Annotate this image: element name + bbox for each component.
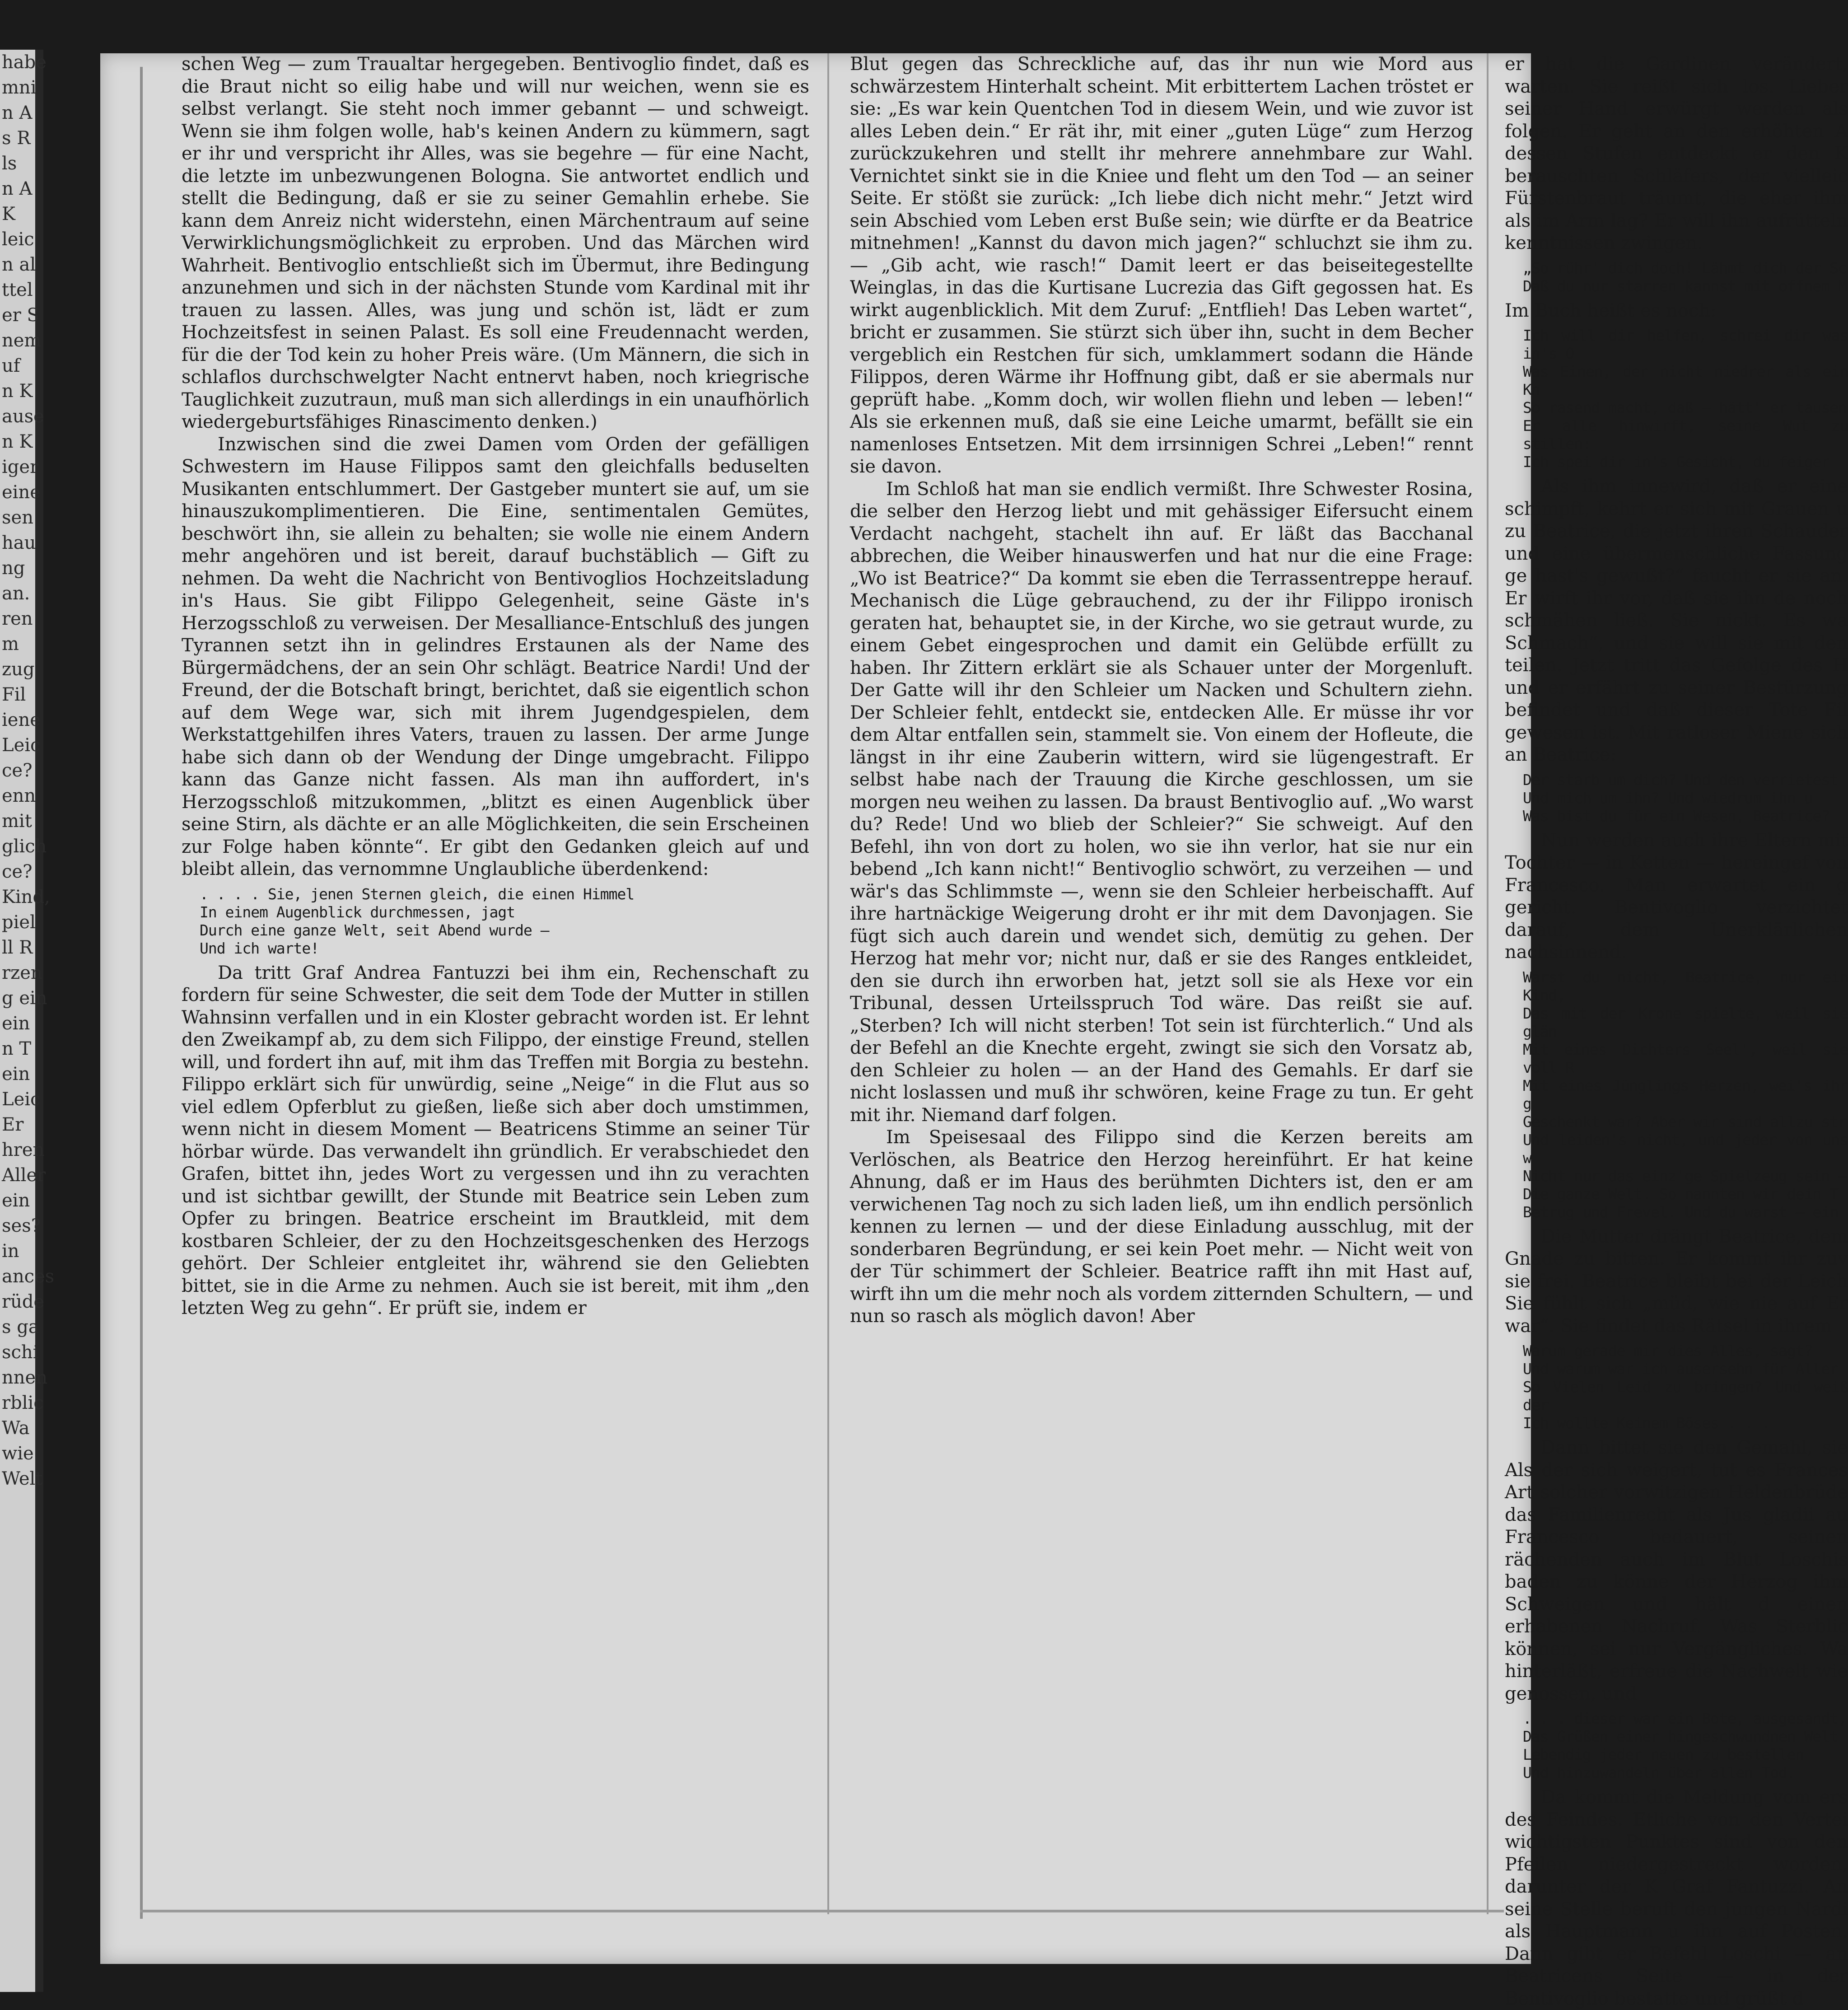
- fragment-line: n T: [2, 1038, 32, 1059]
- fragment-line: nnen: [2, 1367, 47, 1388]
- page-frame-rule: [140, 67, 143, 1919]
- fragment-line: glich: [2, 836, 47, 857]
- fragment-line: s ga: [2, 1317, 39, 1337]
- fragment-line: s R: [2, 128, 31, 149]
- text-column-3: [1505, 53, 1848, 2009]
- fragment-line: n K: [2, 381, 33, 402]
- fragment-line: Wa: [2, 1418, 30, 1439]
- fragment-line: nem: [2, 330, 42, 351]
- fragment-line: Leic: [2, 1089, 41, 1110]
- paragraph: Als ihm innewird, daß er eine schimpft, kehrt er sich mit Grauen u zu Beatrice, die jetzt ihren Schauder und eine übermenschliche Fassung ge hast's gewußt?“ faucht er sie an. Er wirft ihr vor, daß sie ihn de noch schmähen ließ. Sie nickt. Es wa Schmach“, und sie will sie mit den teilen. Jetzt tritt das Gefolge des H und er erfährt zu seiner Bestürzung befindet und daß dieser Tote Fil gewesen ist. Mit ratloser Miene sich an Beatrice:: [1505, 476, 1848, 765]
- fragment-line: Fil: [2, 684, 26, 705]
- fragment-line: Er: [2, 1114, 24, 1135]
- fragment-line: rzen: [2, 963, 42, 983]
- paragraph: Da kommt die Meldung vom ers des Feindes. Etliche von den Vertei wichtigsten Punktes sind von den Pfeilen niedergestreckt worden, darunter der K Graf Fantuzzi. An seine Stelle beruft den jungen Nardi als Hauptmann u ihn auf Posten. Dann gibt er Befehl Loschi — an Beatricens Seite — in der Bentivoglio bestatte und grüßt d: [1505, 1787, 1848, 2009]
- paragraph: Im Schloß hat man sie endlich vermißt. Ihre Schwester Rosina, die selber den Herzog liebt und mit gehässiger Eifersucht einem Verdacht nachgeht, stachelt ihn auf. Er läßt das Bacchanal abbrechen, die Weiber hinauswerfen und hat nur die eine Frage: „Wo ist Beatrice?“ Da kommt sie eben die Terrassentreppe herauf. Mechanisch die Lüge gebrauchend, zu der ihr Filippo ironisch geraten hat, behauptet sie, in der Kirche, wo sie getraut wurde, zu einem Gebet eingesprochen und damit ein Gelübde erfüllt zu haben. Ihr Zittern erklärt sie als Schauer unter der Morgenluft. Der Gatte will ihr den Schleier um Nacken und Schultern ziehn. Der Schleier fehlt, entdeckt sie, entdecken Alle. Er müsse ihr vor dem Altar entfallen sein, stammelt sie. Von einem der Hofleute, die längst in ihr eine Zauberin wittern, wird sie lügengestraft. Er selbst habe nach der Trauung die Kirche geschlossen, um sie morgen neu weihen zu lassen. Da braust Bentivoglio auf. „Wo warst du? Rede! Und wo blieb der Schleier?“ Sie schweigt. Auf den Befehl, ihn von dort zu holen, wo sie ihn verlor, hat sie nur ein bebend „Ich kann nicht!“ Bentivoglio schwört, zu verzeihen — und wär's das Schlimmste —, wenn sie den Schleier herbeischafft. Auf ihre hartnäckige Weigerung droht er ihr mit dem Davonjagen. Sie fügt sich auch darein und wendet sich, demütig zu gehen. Der Herzog hat mehr vor; nicht nur, daß er sie des Ranges entkleidet, den sie durch ihn erworben hat, jetzt soll sie als Hexe vor ein Tribunal, dessen Urteilsspruch Tod wäre. Das reißt sie auf. „Sterben? Ich will nicht sterben! Tot sein ist fürchterlich.“ Und als der Befehl an die Knechte ergeht, zwingt sie sich den Vorsatz ab, den Schleier zu holen — an der Hand des Gemahls. Er darf sie nicht loslassen und muß ihr schwören, keine Frage zu tun. Er geht mit ihr. Niemand darf folgen.: [850, 478, 1473, 1126]
- fragment-line: n al: [2, 254, 36, 275]
- fragment-line: ll R: [2, 937, 33, 958]
- fragment-line: n A: [2, 103, 33, 123]
- fragment-line: hau: [2, 533, 36, 553]
- adjacent-page-fragment: [0, 50, 55, 1992]
- fragment-line: K: [2, 204, 15, 224]
- fragment-line: leic: [2, 229, 34, 250]
- paragraph: Da tritt Graf Andrea Fantuzzi bei ihm ein, Rechenschaft zu fordern für seine Schwester, die seit dem Tode der Mutter in stillen Wahnsinn verfallen und in ein Kloster gebracht worden ist. Er lehnt den Zweikampf ab, zu dem sich Filippo, der einstige Freund, stellen will, und fordert ihn auf, mit ihm das Treffen mit Borgia zu bestehn. Filippo erklärt sich für unwürdig, seine „Neige“ in die Flut aus so viel edlem Opferblut zu gießen, ließe sich aber doch umstimmen, wenn nicht in diesem Moment — Beatricens Stimme an seiner Tür hörbar würde. Das verwandelt ihn gründlich. Er verabschiedet den Grafen, bittet ihn, jedes Wort zu vergessen und ihn zu verachten und ist sichtbar gewillt, der Stunde mit Beatrice sein Leben zum Opfer zu bringen. Beatrice erscheint im Brautkleid, mit dem kostbaren Schleier, der zu den Hochzeitsgeschenken des Herzogs gehört. Der Schleier entgleitet ihr, während sie den Geliebten bittet, sie in die Arme zu nehmen. Auch sie ist bereit, mit ihm „den letzten Weg zu gehn“. Er prüft sie, indem er: [182, 962, 809, 1318]
- verse-quote: . . . . Sie, jenen Sternen gleich, die einen Himmel In einem Augenblick durchmessen, jagt Durch eine ganze Welt, seit Abend wurde — Und ich warte!: [200, 885, 635, 957]
- fragment-line: ein: [2, 1013, 30, 1034]
- fragment-line: er S: [2, 305, 39, 326]
- paragraph: Nun werden auch ihre Eltern mit Tochter — in Ketten — hereingef von Francesco. Man erwartet ein g gericht. Bentivoglio verzichtet darauf, dem Unerklärlichen nachsinnend.: [1505, 830, 1848, 963]
- paragraph: Dann bittet sie den Gemahl, sie Als der sich weigert, tut es Frances Art solcher vorwitzigen Heldenbrüde das Familienrecht als Jus gladii au Francesco bedauert, seinen rächenden auch im Blut Loschis baden zu könne der Herzog ihm Schweigen und hält d einen erhabenen Nachruf. Was Sterblic können, sei nur Vergängliches. Wa hinterläßt, erfreue die Nachwelt wie genossen, und: [1505, 1437, 1848, 1704]
- fragment-line: habe: [2, 52, 47, 73]
- fragment-line: ein: [2, 1064, 30, 1084]
- paragraph: Die Mutter drängt Beatrice, dem Gnade zu bitten. Er kommt ihr zuv sie frei. Beatrice bleibt bei der Leich Sie fühlt sich „müd, wie nie auf Er war“. Sie findet das Rätsel in ihrem: [1505, 1226, 1848, 1337]
- paragraph: Im Buch heißt es noch:: [1505, 300, 1717, 321]
- fragment-line: rblic: [2, 1393, 44, 1413]
- fragment-line: n A: [2, 178, 33, 199]
- fragment-line: an.: [2, 583, 30, 604]
- fragment-line: ng: [2, 558, 25, 579]
- verse-quote: Der starb um dich? Und den verrietest Und mich um ihn? Und wiedrum ihn u Was bist du für ein Wesen, Beatrice?: [1523, 771, 1839, 825]
- fragment-line: n K: [2, 431, 33, 452]
- paragraph: Blut gegen das Schreckliche auf, das ihr nun wie Mord aus schwärzestem Hinterhalt scheint. Mit erbittertem Lachen tröstet er sie: „Es war kein Quentchen Tod in diesem Wein, und wie zuvor ist alles Leben dein.“ Er rät ihr, mit einer „guten Lüge“ zum Herzog zurückzukehren und stellt ihr mehrere annehmbare zur Wahl. Vernichtet sinkt sie in die Kniee und fleht um den Tod — an seiner Seite. Er stößt sie zurück: „Ich liebe dich nicht mehr.“ Jetzt wird sein Abschied vom Leben erst Buße sein; wie dürfte er da Beatrice mitnehmen! „Kannst du davon mich jagen?“ schluchzt sie ihm zu. — „Gib acht, wie rasch!“ Damit leert er das beiseitegestellte Weinglas, in das die Kurtisane Lucrezia das Gift gegossen hat. Es wirkt augenblicklich. Mit dem Zuruf: „Entflieh! Das Leben wartet“, bricht er zusammen. Sie stürzt sich über ihn, sucht in dem Becher vergeblich ein Restchen für sich, umklammert sodann die Hände Filippos, deren Wärme ihr Hoffnung gibt, daß er sie abermals nur geprüft habe. „Komm doch, wir wollen fliehn und leben — leben!“ Als sie erkennen muß, daß sie eine Leiche umarmt, befällt sie ein namenloses Entsetzen. Mit dem irrsinnigen Schrei „Leben!“ rennt sie davon.: [850, 54, 1473, 477]
- fragment-line: sen: [2, 507, 33, 528]
- fragment-line: ause: [2, 406, 44, 427]
- fragment-line: Welt: [2, 1468, 43, 1489]
- fragment-line: piel: [2, 912, 36, 933]
- verse-quote: Ich will dir helfen, schrei dir was in's O Was Einen, der nicht niedrer als ein Kn So rasend macht, daß — hätt' er tausen Er alle hinwirft, seine Wut zu stillen: Ich spei dir in's Gesicht, du feiger: [1523, 327, 1848, 471]
- fragment-line: wie: [2, 1443, 34, 1464]
- fragment-line: ren: [2, 608, 33, 629]
- fragment-line: ances: [2, 1266, 55, 1287]
- paragraph: Inzwischen sind die zwei Damen vom Orden der gefälligen Schwestern im Hause Filippos samt den gleichfalls beduselten Musikanten entschlummert. Der Gastgeber muntert sie auf, um sie hinauszukomplimentieren. Die Eine, sentimentalen Gemütes, beschwört ihn, sie allein zu behalten; sie wolle nie einem Andern mehr angehören und ist bereit, darauf buchstäblich — Gift zu nehmen. Da weht die Nachricht von Bentivoglios Hochzeitsladung in's Haus. Sie gibt Filippo Gelegenheit, seine Gäste in's Herzogsschloß zu verweisen. Der Mesalliance-Entschluß des jungen Tyrannen setzt ihn in gelindres Erstaunen als der Name des Bürgermädchens, der an sein Ohr schlägt. Beatrice Nardi! Und der Freund, der die Botschaft bringt, berichtet, daß sie eigentlich schon auf dem Wege war, sich mit ihrem Jugendgespielen, dem Werkstattgehilfen ihres Vaters, trauen zu lassen. Der arme Junge habe sich dann ob der Wendung der Dinge umgebracht. Filippo kann das Ganze nicht fassen. Als man ihn auffordert, in's Herzogsschloß mitzukommen, „blitzt es einen Augenblick über seine Stirn, als dächte er an alle Möglichkeiten, die sein Erscheinen zur Folge haben könnte“. Er gibt den Gedanken gleich auf und bleibt allein, das vernommne Unglaubliche überdenkend:: [182, 434, 809, 879]
- fragment-line: Kind,: [2, 887, 50, 907]
- fragment-line: zug: [2, 659, 35, 680]
- column-rule: [1487, 53, 1489, 1914]
- fragment-line: iger: [2, 457, 39, 477]
- newspaper-page: [100, 53, 1848, 2009]
- paragraph: schen Weg — zum Traualtar hergegeben. Bentivoglio findet, daß es die Braut nicht so eilig habe und will nur weichen, wenn sie es selbst verlangt. Sie steht noch immer gebannt — und schweigt. Wenn sie ihm folgen wolle, hab's keinen Andern zu kümmern, sagt er ihr und verspricht ihr Alles, was sie begehre — für eine Nacht, die letzte im unbezwungenen Bologna. Sie antwortet endlich und stellt die Bedingung, daß er sie zu seiner Gemahlin erhebe. Sie kann dem Anreiz nicht widerstehn, einen Märchentraum auf seine Verwirklichungsmöglichkeit zu erproben. Und das Märchen wird Wahrheit. Bentivoglio entschließt sich im Übermut, ihre Bedingung anzunehmen und sich in der nächsten Stunde vom Kardinal mit ihr trauen zu lassen. Alles, was jung und schön ist, lädt er zum Hochzeitsfest in seinen Palast. Es soll eine Freudennacht werden, für die der Tod kein zu hoher Preis wäre. (Um Männern, die sich in schlaflos durchschwelgter Nacht entnervt haben, noch kriegrische Tauglichkeit zuzutraun, muß man sich allerdings in ein unaufhörlich wiedergeburtsfähiges Rinascimento denken.): [182, 54, 809, 432]
- column-rule: [827, 53, 829, 1914]
- fragment-line: in: [2, 1241, 19, 1262]
- fragment-line: ls: [2, 153, 17, 174]
- text-column-2: [850, 53, 1473, 1914]
- text-column-1: [182, 53, 809, 1914]
- verse-quote: . . . dieser war ein Bote, ausgesandt, Das Grüßen einer hingeschwundnen Welt Lebendig jeder neuen zu bestellen Und hinzuwandeln über allen Tod.: [1523, 1710, 1847, 1781]
- fragment-line: ce?: [2, 760, 33, 781]
- paragraph: er hat die Gardinen verändert, warten. Sie reißt sich los. Lieber seiner Hand erwürgt werden als folgen. Er geht an den erhöhten A dessen Stufen entdeckt er den K berauschten Schläfers, der vielleic Fürstenbraut träumt, die eher ihm als im Arm lag? Er will ihn aufrütteln kenntnissen zwingen.: [1505, 54, 1848, 253]
- fragment-line: eine: [2, 482, 41, 503]
- fragment-line: ein: [2, 1190, 30, 1211]
- fragment-line: ses?: [2, 1215, 41, 1236]
- verse-quote: Warst du nicht, Beatrice, nur ein Kind, Das mit der Krone spielte, weil sie glän Mit eines Dichters Seel', weil sie voll R Mit eines Jünglings Herzen, wei's ihr g Geschenkt war? Aber wir sind allzu str Und leiden's nicht, und jeder von uns w Nicht nur das einz'ge Spielzeug sein — Die ganze Welt. So nannten wir dein T Betrug und Frevel. Und du warst — ein: [1523, 968, 1848, 1221]
- fragment-line: enn: [2, 785, 36, 806]
- verse-quote: Warum gerade mir dies Alles, sagt? Und warum war ich ausersehn für Aller So Vielen Leid zu bringen? Und weiß der Ich wollte Keinem Böses . . .: [1523, 1342, 1848, 1432]
- fragment-line: ttel: [2, 280, 33, 300]
- fragment-line: mit: [2, 811, 32, 832]
- fragment-line: schi: [2, 1342, 39, 1363]
- fragment-line: ce?: [2, 861, 33, 882]
- verse-quote: „So rühr' dich doch! Lähmt dich der Sc Daß du nur starren kannst mit offnem M: [1523, 259, 1847, 295]
- fragment-line: rüde: [2, 1291, 45, 1312]
- fragment-line: Aller: [2, 1165, 46, 1186]
- fragment-line: mni: [2, 77, 37, 98]
- fragment-line: uf: [2, 355, 20, 376]
- fragment-line: Leic: [2, 735, 41, 756]
- fragment-line: m: [2, 634, 19, 654]
- fragment-line: hren: [2, 1140, 45, 1160]
- fragment-line: g ein: [2, 988, 47, 1009]
- fragment-line: iene: [2, 710, 41, 730]
- paragraph: Im Speisesaal des Filippo sind die Kerzen bereits am Verlöschen, als Beatrice den Herzog hereinführt. Er hat keine Ahnung, daß er im Haus des berühmten Dichters ist, den er am verwichenen Tag noch zu sich laden ließ, um ihn endlich persönlich kennen zu lernen — und der diese Einladung ausschlug, mit der sonderbaren Begründung, er sei kein Poet mehr. — Nicht weit von der Tür schimmert der Schleier. Beatrice rafft ihn mit Hast auf, wirft ihn um die mehr noch als vordem zitternden Schultern, — und nun so rasch als möglich davon! Aber: [850, 1127, 1473, 1327]
